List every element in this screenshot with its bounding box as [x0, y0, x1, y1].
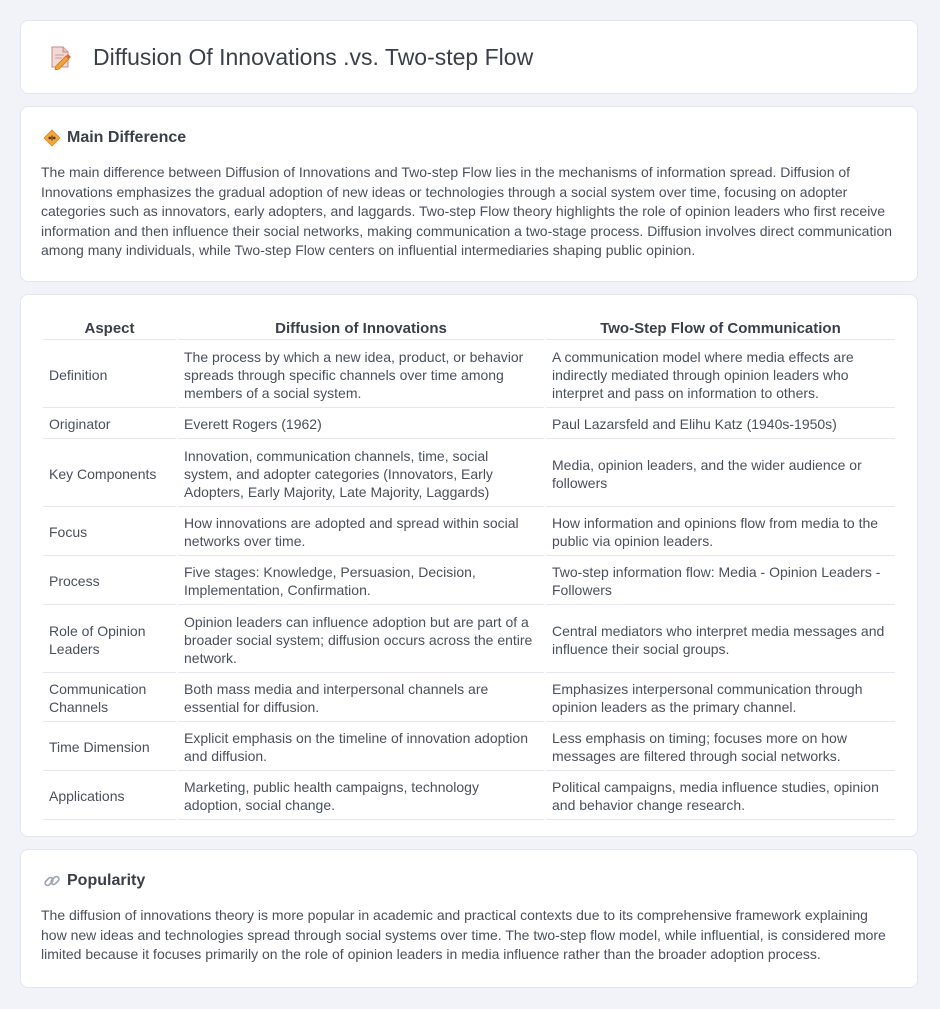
row-diffusion: Marketing, public health campaigns, technology adoption, social change. — [178, 773, 544, 820]
table-row — [43, 342, 895, 408]
title-row — [21, 21, 917, 93]
comparison-table-section — [20, 294, 918, 837]
table-header-row — [43, 317, 895, 340]
popularity-section — [20, 849, 918, 988]
row-aspect: Time Dimension — [43, 724, 176, 771]
row-diffusion: Explicit emphasis on the timeline of innovation adoption and diffusion. — [178, 724, 544, 771]
main-difference-text: The main difference between Diffusion of Innovations and Two-step Flow lies in the mechanisms of information spread. Diffusion of Innovations emphasizes the gradual adoption of new ideas or technologies through a social system over time, focusing on adopter categories such as innovators, early adopters, and laggards. Two-step Flow theory highlights the role of opinion leaders who first receive information and then influence their social networks, making communication a two-stage process. Diffusion involves direct communication among many individuals, while Two-step Flow centers on influential intermediaries shaping public opinion. — [41, 164, 893, 258]
row-aspect: Communication Channels — [43, 675, 176, 722]
popularity-header — [21, 850, 917, 890]
row-aspect: Applications — [43, 773, 176, 820]
row-two-step: A communication model where media effects are indirectly mediated through opinion leaders who interpret and pass on information to others. — [546, 342, 895, 408]
table-row — [43, 509, 895, 556]
row-aspect: Role of Opinion Leaders — [43, 607, 176, 673]
comparison-table — [41, 315, 897, 822]
table-row — [43, 558, 895, 605]
row-aspect: Key Components — [43, 441, 176, 507]
row-two-step: Central mediators who interpret media messages and influence their social groups. — [546, 607, 895, 673]
row-two-step: Less emphasis on timing; focuses more on how messages are filtered through social networks. — [546, 724, 895, 771]
title-card — [20, 20, 918, 94]
popularity-heading: Popularity — [67, 872, 146, 889]
main-difference-header — [21, 107, 917, 147]
popularity-text: The diffusion of innovations theory is more popular in academic and practical contexts due to its comprehensive framework explaining how new ideas and technologies spread through social systems over time. The two-step flow model, while influential, is considered more limited because it focuses primarily on the role of opinion leaders in media influence rather than the broader adoption process. — [41, 907, 886, 962]
main-difference-section — [20, 106, 918, 282]
header-aspect: Aspect — [43, 317, 176, 340]
row-aspect: Originator — [43, 410, 176, 439]
table-row — [43, 441, 895, 507]
table-row — [43, 724, 895, 771]
table-row — [43, 675, 895, 722]
row-diffusion: Both mass media and interpersonal channels are essential for diffusion. — [178, 675, 544, 722]
row-diffusion: Everett Rogers (1962) — [178, 410, 544, 439]
diamond-badge-icon — [43, 129, 61, 147]
document-pencil-icon — [47, 44, 73, 70]
row-diffusion: The process by which a new idea, product, or behavior spreads through specific channels over time among members of a social system. — [178, 342, 544, 408]
row-two-step: Two-step information flow: Media - Opinion Leaders - Followers — [546, 558, 895, 605]
row-aspect: Definition — [43, 342, 176, 408]
table-row — [43, 773, 895, 820]
row-two-step: Political campaigns, media influence studies, opinion and behavior change research. — [546, 773, 895, 820]
row-two-step: Media, opinion leaders, and the wider audience or followers — [546, 441, 895, 507]
row-two-step: Emphasizes interpersonal communication through opinion leaders as the primary channel. — [546, 675, 895, 722]
row-two-step: Paul Lazarsfeld and Elihu Katz (1940s-1950s) — [546, 410, 895, 439]
row-two-step: How information and opinions flow from media to the public via opinion leaders. — [546, 509, 895, 556]
header-diffusion: Diffusion of Innovations — [178, 317, 544, 340]
header-two-step: Two-Step Flow of Communication — [546, 317, 895, 340]
page-title: Diffusion Of Innovations .vs. Two-step Flow — [93, 43, 534, 70]
table-row — [43, 410, 895, 439]
table-row — [43, 607, 895, 673]
link-icon — [43, 872, 61, 890]
row-aspect: Focus — [43, 509, 176, 556]
row-diffusion: Opinion leaders can influence adoption but are part of a broader social system; diffusion occurs across the entire network. — [178, 607, 544, 673]
row-aspect: Process — [43, 558, 176, 605]
main-difference-heading: Main Difference — [67, 129, 187, 146]
row-diffusion: Five stages: Knowledge, Persuasion, Decision, Implementation, Confirmation. — [178, 558, 544, 605]
row-diffusion: How innovations are adopted and spread within social networks over time. — [178, 509, 544, 556]
row-diffusion: Innovation, communication channels, time, social system, and adopter categories (Innovators, Early Adopters, Early Majority, Late Majority, Laggards) — [178, 441, 544, 507]
